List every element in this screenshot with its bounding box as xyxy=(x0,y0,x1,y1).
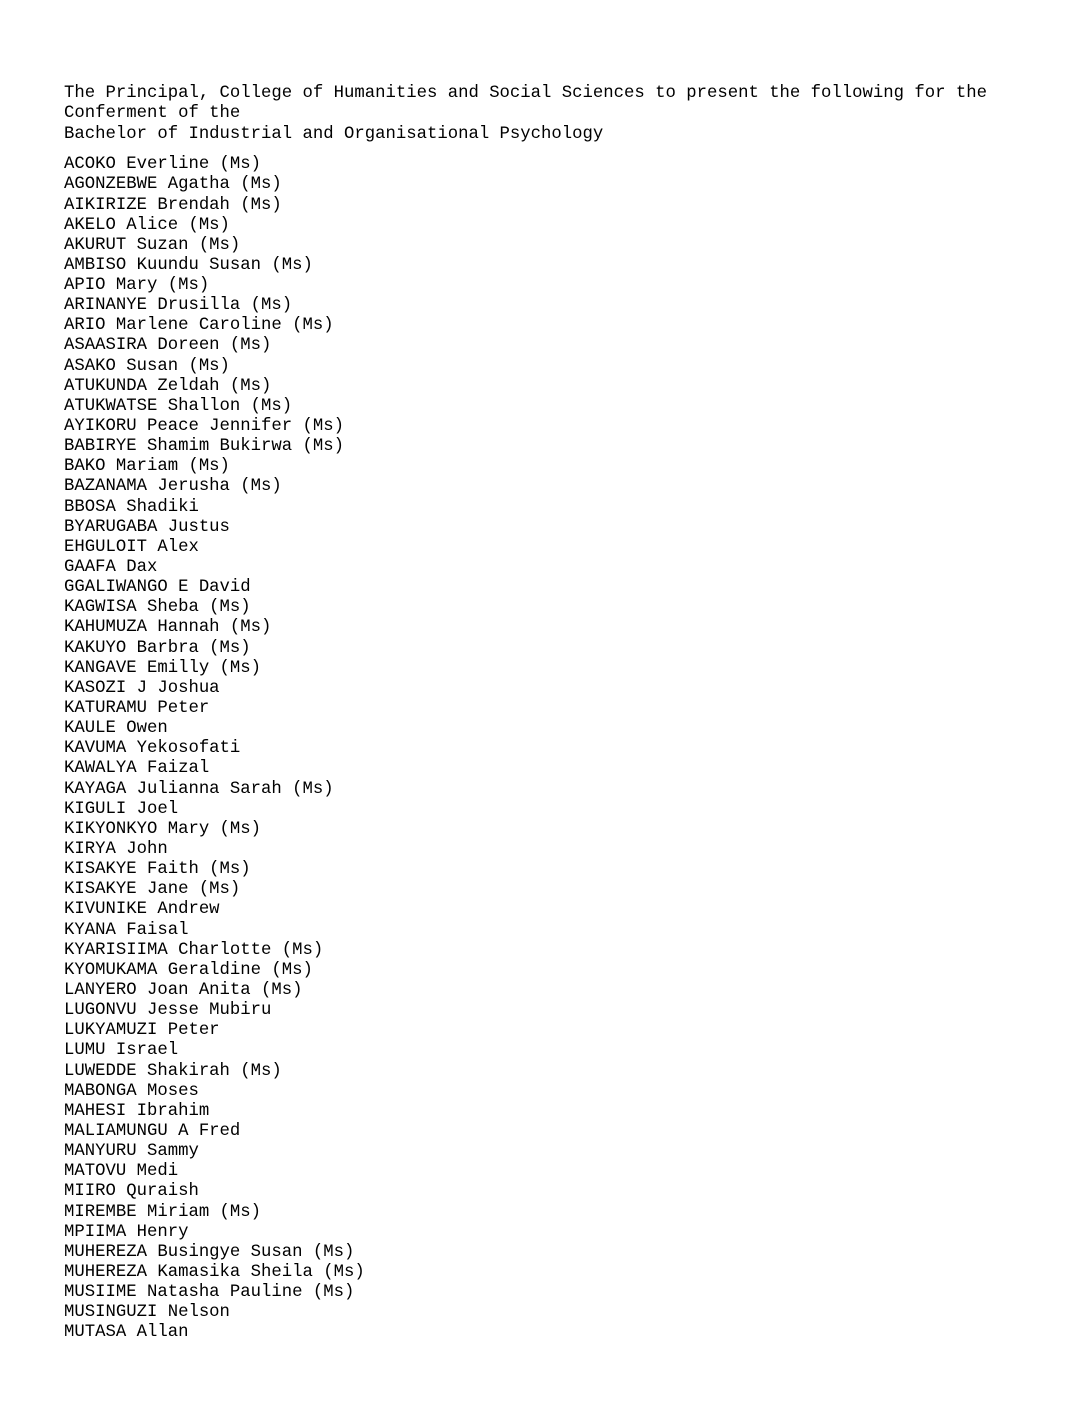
graduand-name: AKURUT Suzan (Ms) xyxy=(64,235,241,255)
degree-title: Bachelor of Industrial and Organisational Psychology xyxy=(64,124,604,144)
graduand-name: ASAKO Susan (Ms) xyxy=(64,356,230,376)
graduand-name: GAAFA Dax xyxy=(64,558,158,578)
graduand-name: BAZANAMA Jerusha (Ms) xyxy=(64,477,282,497)
graduand-name: BABIRYE Shamim Bukirwa (Ms) xyxy=(64,437,345,457)
graduand-name: KIVUNIKE Andrew xyxy=(64,900,220,920)
graduand-list xyxy=(64,155,1054,1343)
graduand-name: KASOZI J Joshua xyxy=(64,678,220,698)
graduand-name: MAHESI Ibrahim xyxy=(64,1101,210,1121)
graduand-name: AKELO Alice (Ms) xyxy=(64,215,230,235)
graduand-name: MPIIMA Henry xyxy=(64,1222,189,1242)
graduand-name: BAKO Mariam (Ms) xyxy=(64,457,230,477)
graduand-name: LANYERO Joan Anita (Ms) xyxy=(64,980,303,1000)
graduand-name: MIREMBE Miriam (Ms) xyxy=(64,1202,262,1222)
graduand-name: KAULE Owen xyxy=(64,719,168,739)
graduand-name: KISAKYE Jane (Ms) xyxy=(64,880,241,900)
graduand-name: MUHEREZA Kamasika Sheila (Ms) xyxy=(64,1262,365,1282)
graduand-name: MABONGA Moses xyxy=(64,1081,199,1101)
graduand-name: KISAKYE Faith (Ms) xyxy=(64,860,251,880)
graduand-name: KIGULI Joel xyxy=(64,799,179,819)
graduand-name: AYIKORU Peace Jennifer (Ms) xyxy=(64,417,345,437)
graduand-name: BBOSA Shadiki xyxy=(64,497,199,517)
graduand-name: KAHUMUZA Hannah (Ms) xyxy=(64,618,272,638)
graduand-name: KYARISIIMA Charlotte (Ms) xyxy=(64,940,324,960)
graduand-name: KAGWISA Sheba (Ms) xyxy=(64,598,251,618)
graduand-name: MUTASA Allan xyxy=(64,1323,189,1343)
graduand-name: MUHEREZA Busingye Susan (Ms) xyxy=(64,1242,355,1262)
header-line-2: Conferment of the xyxy=(64,104,241,124)
graduand-name: KATURAMU Peter xyxy=(64,699,210,719)
graduand-name: LUMU Israel xyxy=(64,1041,179,1061)
graduand-name: KAYAGA Julianna Sarah (Ms) xyxy=(64,779,334,799)
graduand-name: APIO Mary (Ms) xyxy=(64,276,210,296)
graduand-name: MALIAMUNGU A Fred xyxy=(64,1121,241,1141)
graduand-name: ASAASIRA Doreen (Ms) xyxy=(64,336,272,356)
graduand-name: BYARUGABA Justus xyxy=(64,517,230,537)
graduand-name: AGONZEBWE Agatha (Ms) xyxy=(64,175,282,195)
graduand-name: MUSINGUZI Nelson xyxy=(64,1303,230,1323)
graduand-name: KAKUYO Barbra (Ms) xyxy=(64,638,251,658)
graduand-name: KYANA Faisal xyxy=(64,920,189,940)
graduand-name: MIIRO Quraish xyxy=(64,1182,199,1202)
graduand-name: MATOVU Medi xyxy=(64,1162,179,1182)
graduand-name: MANYURU Sammy xyxy=(64,1142,199,1162)
graduand-name: ATUKUNDA Zeldah (Ms) xyxy=(64,376,272,396)
graduand-name: KIRYA John xyxy=(64,840,168,859)
graduand-name: ARIO Marlene Caroline (Ms) xyxy=(64,316,334,336)
graduand-name: KANGAVE Emilly (Ms) xyxy=(64,658,262,678)
graduand-name: KAVUMA Yekosofati xyxy=(64,739,241,759)
graduand-name: ARINANYE Drusilla (Ms) xyxy=(64,296,293,316)
header-line-1: The Principal, College of Humanities and Social Sciences to present the following for the xyxy=(64,84,987,103)
graduand-name: KYOMUKAMA Geraldine (Ms) xyxy=(64,960,313,980)
graduand-name: ACOKO Everline (Ms) xyxy=(64,155,262,175)
document-page xyxy=(64,84,1054,1344)
graduand-name: GGALIWANGO E David xyxy=(64,578,251,598)
graduand-name: KIKYONKYO Mary (Ms) xyxy=(64,819,262,839)
graduand-name: MUSIIME Natasha Pauline (Ms) xyxy=(64,1283,355,1303)
graduand-name: LUGONVU Jesse Mubiru xyxy=(64,1001,272,1021)
graduand-name: AIKIRIZE Brendah (Ms) xyxy=(64,195,282,215)
document-header xyxy=(64,84,1054,145)
graduand-name: EHGULOIT Alex xyxy=(64,537,199,557)
graduand-name: LUWEDDE Shakirah (Ms) xyxy=(64,1061,282,1081)
graduand-name: ATUKWATSE Shallon (Ms) xyxy=(64,396,293,416)
graduand-name: AMBISO Kuundu Susan (Ms) xyxy=(64,255,313,275)
graduand-name: KAWALYA Faizal xyxy=(64,759,210,779)
graduand-name: LUKYAMUZI Peter xyxy=(64,1021,220,1041)
